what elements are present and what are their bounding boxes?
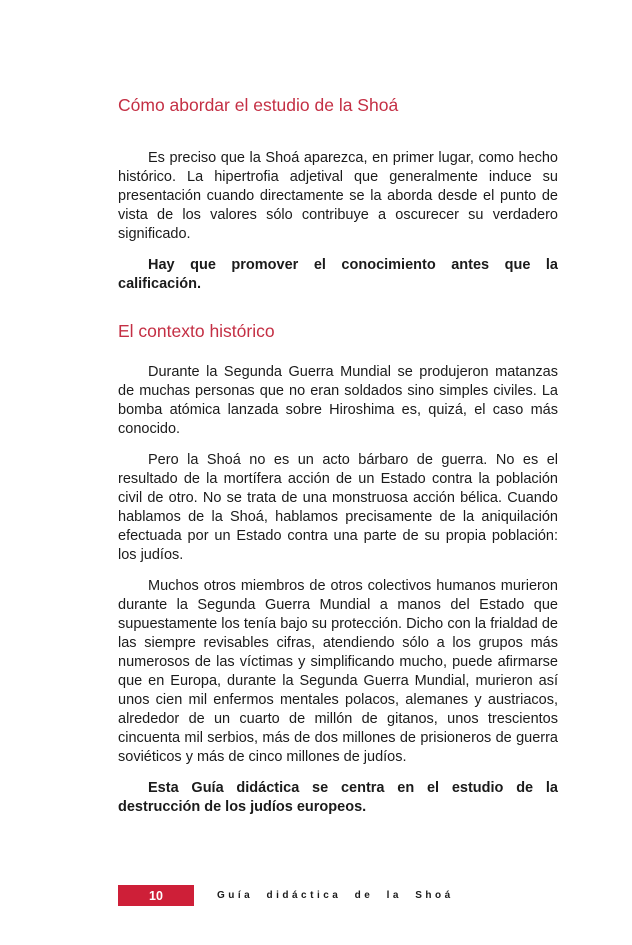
page-footer	[118, 885, 454, 906]
paragraph-muchos-otros: Muchos otros miembros de otros colectivos humanos murieron durante la Segunda Guerra Mundial a manos del Estado que supuestamente los tenía bajo su protección. Dicho con la frialdad de las siempre revisables cifras, atendiendo sólo a los grupos más numerosos de las víctimas y simplificando mucho, puede afirmarse que en Europa, durante la Segunda Guerra Mundial, murieron así unos cien mil enfermos mentales polacos, alemanes y austriacos, alrededor de un cuarto de millón de gitanos, unos trescientos cincuenta mil serbios, más de dos millones de prisioneros de guerra soviéticos y más de cinco millones de judíos.	[118, 578, 558, 765]
paragraph-es-preciso: Es preciso que la Shoá aparezca, en primer lugar, como hecho histórico. La hipertrofia adjetival que generalmente induce su presentación cuando directamente se la aborda desde el punto de vista de los valores sólo contribuye a oscurecer su verdadero significado.	[118, 150, 558, 242]
page-number-badge	[118, 885, 194, 906]
paragraph-bold-hay-que-promover: Hay que promover el conocimiento antes que la calificación.	[118, 257, 558, 292]
paragraph-bold-esta-guia: Esta Guía didáctica se centra en el estudio de la destrucción de los judíos europeos.	[118, 780, 558, 815]
paragraph-durante-la-segunda: Durante la Segunda Guerra Mundial se produjeron matanzas de muchas personas que no eran soldados sino simples civiles. La bomba atómica lanzada sobre Hiroshima es, quizá, el caso más conocido.	[118, 364, 558, 437]
section-heading-contexto-historico: El contexto histórico	[118, 321, 275, 341]
section-heading-como-abordar: Cómo abordar el estudio de la Shoá	[118, 95, 399, 115]
page-content	[118, 95, 558, 817]
footer-book-title: Guía didáctica de la Shoá	[217, 890, 454, 901]
paragraph-pero-la-shoa: Pero la Shoá no es un acto bárbaro de guerra. No es el resultado de la mortífera acción de un Estado contra la población civil de otro. No se trata de una monstruosa acción bélica. Cuando hablamos de la Shoá, hablamos precisamente de la aniquilación efectuada por un Estado contra una parte de su propia población: los judíos.	[118, 452, 558, 563]
page-number: 10	[149, 888, 163, 903]
